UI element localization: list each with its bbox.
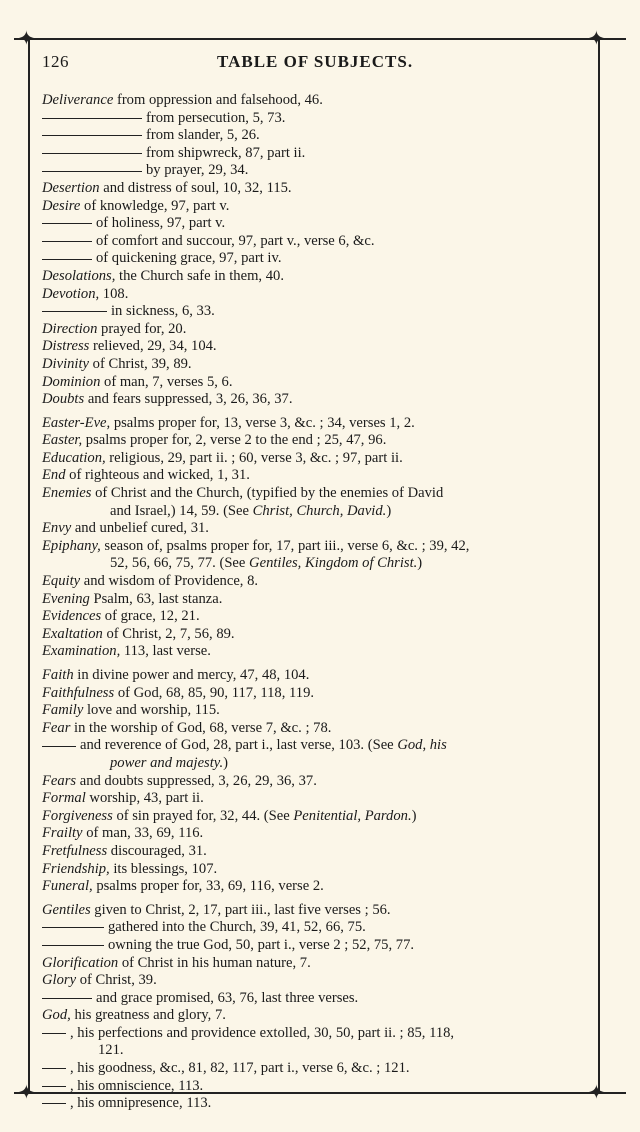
index-entry <box>42 162 594 180</box>
entry-text: of Christ, 39. <box>76 972 157 989</box>
index-entry <box>42 608 594 626</box>
entry-text: psalms proper for, 33, 69, 116, verse 2. <box>92 878 324 895</box>
ditto-dash <box>42 153 142 154</box>
entry-heading: Evening <box>42 590 90 607</box>
entry-heading: Enemies <box>42 485 92 502</box>
entry-heading: Distress <box>42 338 90 355</box>
entry-heading: Fears <box>42 772 77 789</box>
entry-text: owning the true God, 50, part i., verse 2 ; 52, 75, 77. <box>108 936 415 953</box>
entry-text: in sickness, 6, 33. <box>111 303 215 320</box>
index-entry <box>42 450 594 468</box>
index-entry <box>42 643 594 661</box>
entry-heading: Gentiles <box>42 901 91 918</box>
entry-text: and unbelief cured, 31. <box>71 520 209 537</box>
entry-text: of God, 68, 85, 90, 117, 118, 119. <box>114 684 315 701</box>
entry-heading: Faithfulness <box>42 684 115 701</box>
entry-heading: Friendship, <box>42 860 110 877</box>
index-entry <box>42 555 594 573</box>
ditto-dash <box>42 927 104 928</box>
entry-heading: Easter-Eve, <box>42 414 111 431</box>
entry-heading: Formal <box>42 790 86 807</box>
index-entry <box>42 591 594 609</box>
entry-text: of knowledge, 97, part v. <box>80 197 230 214</box>
entry-heading: End <box>42 467 66 484</box>
index-entry <box>42 773 594 791</box>
entry-heading: Desertion <box>42 179 100 196</box>
entry-text: and Israel,) 14, 59. (See <box>110 502 253 519</box>
entry-heading: Desolations, <box>42 267 116 284</box>
index-entry <box>42 990 594 1008</box>
entry-heading: Desire <box>42 197 81 214</box>
index-entry <box>42 737 594 755</box>
cross-reference: power and majesty. <box>110 754 224 771</box>
entry-text: gathered into the Church, 39, 41, 52, 66, 75. <box>108 919 366 936</box>
entry-heading: Frailty <box>42 825 83 842</box>
entry-text: , his perfections and providence extolled, 30, 50, part ii. ; 85, 118, <box>70 1024 455 1041</box>
entry-tail: ) <box>386 502 392 519</box>
entry-heading: Education, <box>42 449 106 466</box>
index-entry <box>42 955 594 973</box>
index-entry <box>42 790 594 808</box>
index-entry <box>42 538 594 556</box>
index-entry <box>42 825 594 843</box>
entry-heading: Forgiveness <box>42 807 113 824</box>
entry-text: his greatness and glory, 7. <box>70 1007 226 1024</box>
entry-heading: Faith <box>42 667 74 683</box>
entry-text: religious, 29, part ii. ; 60, verse 3, &c. ; 97, part ii. <box>105 449 403 466</box>
index-entry <box>42 720 594 738</box>
entry-heading: Fear <box>42 719 71 736</box>
ditto-dash <box>42 311 107 312</box>
entry-text: Psalm, 63, last stanza. <box>89 590 223 607</box>
index-entry <box>42 356 594 374</box>
index-entry <box>42 374 594 392</box>
index-entry <box>42 520 594 538</box>
entry-text: from shipwreck, 87, part ii. <box>146 144 306 161</box>
index-entry <box>42 1095 594 1113</box>
entry-text: of quickening grace, 97, part iv. <box>96 250 282 267</box>
entry-heading: Devotion, <box>42 285 100 302</box>
index-entry <box>42 467 594 485</box>
index-entry <box>42 432 594 450</box>
entry-text: from oppression and falsehood, 46. <box>113 92 323 108</box>
entry-tail: ) <box>411 807 417 824</box>
index-entry <box>42 321 594 339</box>
entry-heading: Epiphany, <box>42 537 101 554</box>
entry-heading: Dominion <box>42 373 101 390</box>
entry-tail: ) <box>223 754 228 771</box>
entry-text: in divine power and mercy, 47, 48, 104. <box>73 667 310 683</box>
ditto-dash <box>42 746 76 747</box>
cross-reference: Christ, Church, David. <box>252 502 387 519</box>
index-entry <box>42 972 594 990</box>
index-entry <box>42 198 594 216</box>
entry-text: and reverence of God, 28, part i., last verse, 103. (See <box>80 737 398 754</box>
index-entry <box>42 503 594 521</box>
index-entry <box>42 902 594 920</box>
entry-heading: Family <box>42 702 84 719</box>
index-entry <box>42 250 594 268</box>
index-entry <box>42 919 594 937</box>
entry-text: from persecution, 5, 73. <box>146 109 286 126</box>
index-entry <box>42 110 594 128</box>
index-entry <box>42 92 594 110</box>
entry-text: of righteous and wicked, 1, 31. <box>65 467 250 484</box>
index-entry <box>42 573 594 591</box>
entry-text: given to Christ, 2, 17, part iii., last five verses ; 56. <box>90 901 391 918</box>
entry-heading: Equity <box>42 573 81 590</box>
entry-text: and wisdom of Providence, 8. <box>80 573 259 590</box>
subject-index <box>42 92 594 1113</box>
entry-text: love and worship, 115. <box>83 702 220 719</box>
ditto-dash <box>42 223 92 224</box>
index-entry <box>42 1078 594 1096</box>
entry-text: of holiness, 97, part v. <box>96 215 226 232</box>
entry-text: prayed for, 20. <box>97 320 187 337</box>
entry-text: 121. <box>98 1042 124 1059</box>
corner-ornament-icon: ✦ <box>588 26 605 50</box>
index-entry <box>42 937 594 955</box>
index-entry <box>42 702 594 720</box>
entry-text: and doubts suppressed, 3, 26, 29, 36, 37. <box>76 772 317 789</box>
entry-heading: Exaltation <box>42 625 103 642</box>
index-entry <box>42 755 594 773</box>
entry-text: of Christ and the Church, (typified by the enemies of David <box>91 485 444 502</box>
index-entry <box>42 1060 594 1078</box>
index-entry <box>42 415 594 433</box>
page-header <box>42 52 442 76</box>
entry-heading: Doubts <box>42 391 85 408</box>
entry-text: of man, 33, 69, 116. <box>82 825 204 842</box>
corner-ornament-icon: ✦ <box>588 1080 605 1104</box>
entry-text: the Church safe in them, 40. <box>115 267 284 284</box>
entry-text: psalms proper for, 2, verse 2 to the end ; 25, 47, 96. <box>82 432 387 449</box>
entry-heading: God, <box>42 1007 71 1024</box>
entry-text: , his omnipresence, 113. <box>70 1095 212 1112</box>
entry-text: 113, last verse. <box>120 643 211 660</box>
index-entry <box>42 685 594 703</box>
entry-heading: Envy <box>42 520 72 537</box>
entry-text: discouraged, 31. <box>107 842 207 859</box>
entry-text: relieved, 29, 34, 104. <box>89 338 217 355</box>
index-entry <box>42 843 594 861</box>
frame-top-rule <box>14 38 626 40</box>
ditto-dash <box>42 135 142 136</box>
entry-text: and fears suppressed, 3, 26, 36, 37. <box>84 391 293 408</box>
index-entry <box>42 626 594 644</box>
index-entry <box>42 808 594 826</box>
index-entry <box>42 268 594 286</box>
entry-text: worship, 43, part ii. <box>85 790 204 807</box>
entry-text: of grace, 12, 21. <box>101 608 200 625</box>
index-entry <box>42 286 594 304</box>
entry-heading: Direction <box>42 320 98 337</box>
index-entry <box>42 485 594 503</box>
cross-reference: God, his <box>397 737 447 754</box>
entry-text: , his goodness, &c., 81, 82, 117, part i., verse 6, &c. ; 121. <box>70 1060 410 1077</box>
index-entry <box>42 145 594 163</box>
entry-text: and distress of soul, 10, 32, 115. <box>99 179 292 196</box>
entry-text: of comfort and succour, 97, part v., verse 6, &c. <box>96 232 375 249</box>
entry-text: and grace promised, 63, 76, last three verses. <box>96 989 359 1006</box>
entry-heading: Evidences <box>42 608 102 625</box>
frame-right-rule <box>598 38 600 1092</box>
entry-text: , his omniscience, 113. <box>70 1077 204 1094</box>
ditto-dash <box>42 1086 66 1087</box>
corner-ornament-icon: ✦ <box>18 26 35 50</box>
entry-heading: Funeral, <box>42 878 93 895</box>
entry-text: of Christ, 2, 7, 56, 89. <box>102 625 235 642</box>
ditto-dash <box>42 118 142 119</box>
ditto-dash <box>42 171 142 172</box>
corner-ornament-icon: ✦ <box>18 1080 35 1104</box>
entry-text: of Christ in his human nature, 7. <box>118 954 311 971</box>
entry-text: by prayer, 29, 34. <box>146 162 249 179</box>
ditto-dash <box>42 1068 66 1069</box>
index-entry <box>42 233 594 251</box>
entry-text: of Christ, 39, 89. <box>89 355 192 372</box>
entry-heading: Fretfulness <box>42 842 108 859</box>
entry-text: from slander, 5, 26. <box>146 127 260 144</box>
entry-text: 52, 56, 66, 75, 77. (See <box>110 555 250 572</box>
entry-heading: Glorification <box>42 954 119 971</box>
index-entry <box>42 127 594 145</box>
entry-text: psalms proper for, 13, verse 3, &c. ; 34, verses 1, 2. <box>110 414 415 431</box>
ditto-dash <box>42 945 104 946</box>
page-title: TABLE OF SUBJECTS. <box>217 52 414 71</box>
ditto-dash <box>42 241 92 242</box>
entry-heading: Glory <box>42 972 77 989</box>
entry-tail: ) <box>417 555 423 572</box>
entry-heading: Deliverance <box>42 92 114 108</box>
ditto-dash <box>42 259 92 260</box>
index-entry <box>42 391 594 409</box>
entry-heading: Examination, <box>42 643 121 660</box>
entry-text: of man, 7, verses 5, 6. <box>100 373 233 390</box>
entry-text: 108. <box>99 285 129 302</box>
entry-text: its blessings, 107. <box>109 860 218 877</box>
index-entry <box>42 180 594 198</box>
index-entry <box>42 667 594 685</box>
entry-text: in the worship of God, 68, verse 7, &c. ; 78. <box>70 719 332 736</box>
index-entry <box>42 1007 594 1025</box>
index-entry <box>42 303 594 321</box>
index-entry <box>42 338 594 356</box>
ditto-dash <box>42 998 92 999</box>
entry-text: of sin prayed for, 32, 44. (See <box>112 807 294 824</box>
cross-reference: Penitential, Pardon. <box>293 807 412 824</box>
entry-text: season of, psalms proper for, 17, part iii., verse 6, &c. ; 39, 42, <box>100 537 470 554</box>
entry-heading: Easter, <box>42 432 83 449</box>
ditto-dash <box>42 1103 66 1104</box>
cross-reference: Gentiles, Kingdom of Christ. <box>249 555 418 572</box>
entry-heading: Divinity <box>42 355 90 372</box>
index-entry <box>42 1025 594 1043</box>
index-entry <box>42 861 594 879</box>
index-entry <box>42 1042 594 1060</box>
ditto-dash <box>42 1033 66 1034</box>
page-number: 126 <box>42 52 69 71</box>
frame-left-rule <box>28 38 30 1092</box>
index-entry <box>42 215 594 233</box>
index-entry <box>42 878 594 896</box>
